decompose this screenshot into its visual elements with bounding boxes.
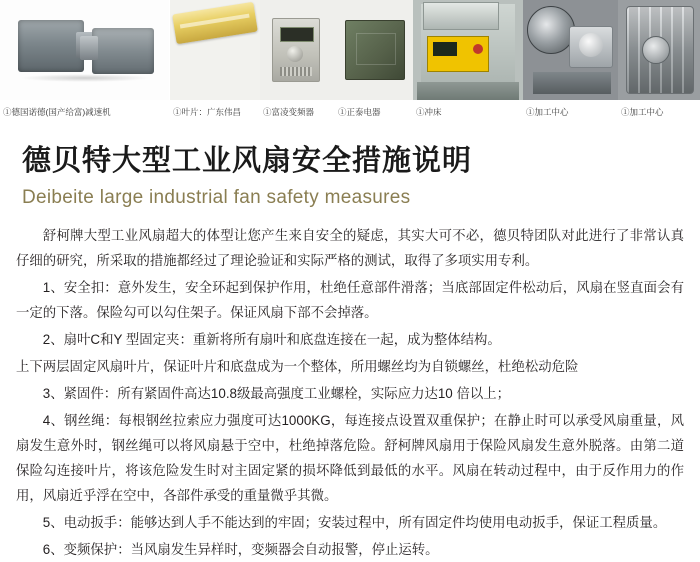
contactor-body [345,20,405,80]
safety-item-2: 2、扇叶C和Y 型固定夹：重新将所有扇叶和底盘连接在一起，成为整体结构。 [42,332,501,347]
photo-cell-machining-center-1 [523,0,618,120]
fan-blade-shape [172,2,258,44]
punch-press-image [413,0,523,100]
gear-motor-unit-right [92,28,154,74]
press-control-panel [427,36,489,72]
inverter-knob [287,46,303,62]
inverter-vent [280,67,312,76]
fan-blade-image [170,0,260,100]
star-part-image [618,0,700,100]
press-head [423,2,499,30]
safety-item-3: 3、紧固件：所有紧固件高达10.8级最高强度工业螺栓，实际应力达10 倍以上； [42,386,511,401]
photo-caption: ①加工中心 [526,107,569,117]
inverter-body [272,18,320,82]
machining-center-image [523,0,618,100]
photo-caption: ①富凌变频器 [263,107,315,117]
inverter-display [280,27,314,42]
photo-cell-contactor [335,0,413,120]
gear-motor-unit-left [18,20,84,72]
photo-caption: ①冲床 [416,107,442,117]
star-part-hub [642,36,670,64]
photo-cell-punch-press [413,0,523,120]
photo-cell-machining-center-2 [618,0,700,120]
photo-cell-gear-motor [0,0,170,120]
spindle-wheel [527,6,575,54]
inverter-image [260,0,335,100]
photo-caption: ①正泰电器 [338,107,381,117]
contactor-image [335,0,413,100]
machine-table [533,72,611,94]
gear-motor-image [0,0,169,100]
intro-paragraph: 舒柯牌大型工业风扇超大的体型让您产生来自安全的疑虑，其实大可不必，德贝特团队对此进行了非常认真仔细的研究，所采取的措施都经过了理论验证和实际严格的测试，取得了多项实用专利。 [16,228,684,268]
photo-caption: ①叶片：广东伟昌 [173,107,242,117]
page-title-chinese: 德贝特大型工业风扇安全措施说明 [22,145,473,177]
gear-motor-shadow [20,74,150,82]
photo-caption: ①加工中心 [621,107,664,117]
page-title-english: Deibeite large industrial fan safety measures [22,187,411,208]
round-fixture [569,26,613,68]
safety-item-1: 1、安全扣：意外发生，安全环起到保护作用，杜绝任意部件滑落；当底部固定件松动后，风扇在竖直面会有一定的下落。保险勾可以勾住架子。保证风扇下部不会掉落。 [16,280,684,320]
safety-item-2-continued: 上下两层固定风扇叶片，保证叶片和底盘成为一个整体，所用螺丝均为自锁螺丝，杜绝松动危险 [16,359,579,374]
photo-strip [0,0,700,120]
photo-cell-fan-blade [170,0,260,120]
safety-item-4: 4、钢丝绳：每根钢丝拉索应力强度可达1000KG，每连接点设置双重保护；在静止时可以承受风扇重量，风扇发生意外时，钢丝绳可以将风扇悬于空中，杜绝掉落危险。舒柯牌风扇用于保险风扇发生意外脱落。由第二道保险勾连接叶片，将该危险发生时对主固定紧的损坏降低到最低的水平。风扇在转动过程中，由于反作用力的作用，风扇近乎浮在空中，各部件承受的重量微乎其微。 [16,413,684,503]
photo-cell-inverter [260,0,335,120]
safety-item-5: 5、电动扳手：能够达到人手不能达到的牢固；安装过程中，所有固定件均使用电动扳手，保证工程质量。 [42,515,667,530]
safety-item-6: 6、变频保护：当风扇发生异样时，变频器会自动报警，停止运转。 [42,542,439,557]
photo-caption: ①德国诺德(国产给富)减速机 [3,107,111,117]
press-base [417,82,519,100]
body-content [16,223,684,562]
